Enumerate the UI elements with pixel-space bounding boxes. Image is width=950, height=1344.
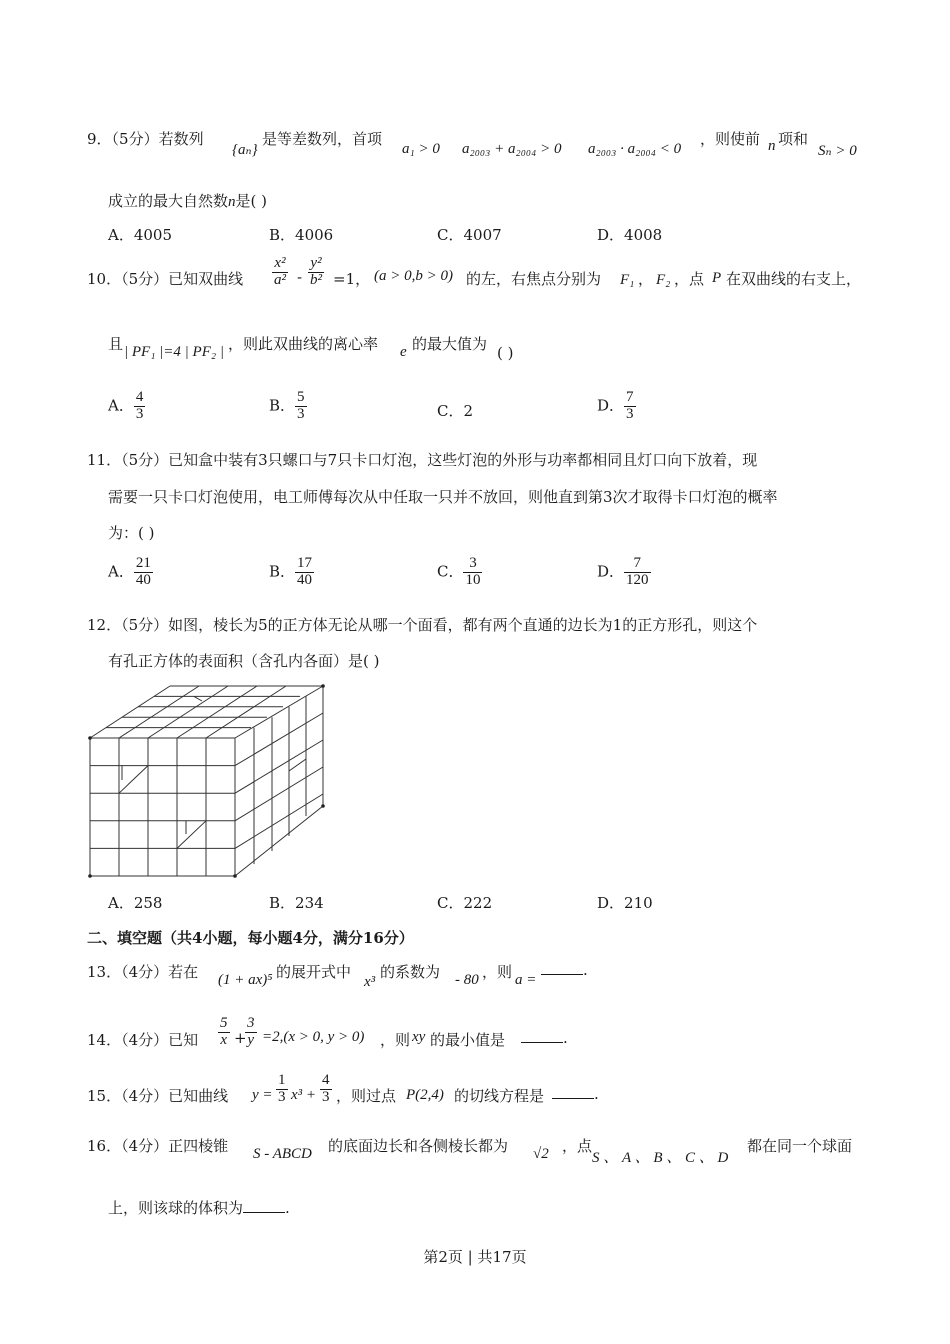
- q14-plus: +: [234, 1029, 247, 1047]
- q9-line2-text-b: 是( ): [235, 192, 267, 210]
- q9-text-2: 是等差数列，首项: [262, 130, 383, 148]
- q11-number: 11．: [87, 451, 122, 469]
- q10-option-a: A． $\frac{4}{3}$: [108, 389, 144, 422]
- q15-score: （4分）: [121, 1087, 169, 1105]
- q13-x3: x³: [364, 974, 376, 990]
- q11-line3: 为：( ): [108, 524, 155, 542]
- q15-number: 15．: [87, 1087, 122, 1105]
- q16-text-2: 的底面边长和各侧棱长都为: [328, 1137, 509, 1155]
- q10-p: P: [712, 270, 722, 286]
- q15-line: [87, 1085, 228, 1106]
- q14-answer: .: [521, 1029, 568, 1047]
- q9-text: 若数列: [158, 130, 204, 148]
- q10-option-d: D． $\frac{7}{3}$: [597, 389, 634, 422]
- q13-text-4: ，则: [482, 963, 513, 981]
- q13-number: 13．: [87, 963, 122, 981]
- q10-e: e: [400, 344, 407, 360]
- q9-option-b: B．4006: [269, 226, 334, 244]
- q13-score: （4分）: [121, 963, 169, 981]
- q9-n-2: n: [228, 194, 236, 210]
- q13-line: [87, 961, 198, 982]
- q10-comma: ，: [638, 270, 654, 288]
- q13-expr: (1 + ax)⁵: [218, 972, 273, 988]
- q15-point: P(2,4): [406, 1087, 444, 1103]
- q11-option-a: A． $\frac{21}{40}$: [108, 555, 151, 588]
- q9-cond-3: a₂₀₀₃ · a₂₀₀₄ < 0: [588, 141, 682, 157]
- q16-text: 正四棱锥: [168, 1137, 229, 1155]
- q11-text-1: （5分）已知盒中装有3只螺口与7只卡口灯泡，这些灯泡的外形与功率都相同且灯口向下放着，现: [121, 451, 758, 469]
- q12-option-a: A．258: [108, 894, 163, 912]
- cube-figure: [82, 676, 332, 882]
- q10-x2: x²: [272, 256, 288, 273]
- q9-number: 9．: [87, 130, 112, 148]
- q14-frac-1: $\frac{5}{x}$: [220, 1015, 228, 1048]
- q10-text-3: ，点: [674, 270, 705, 288]
- q10-text-4: 在双曲线的右支上，: [726, 270, 862, 288]
- q10-minus: -: [297, 268, 303, 286]
- q9-cond-2: a₂₀₀₃ + a₂₀₀₄ > 0: [462, 141, 562, 157]
- q16-answer-blank: [243, 1200, 285, 1213]
- q14-frac-2: $\frac{3}{y}$: [247, 1015, 255, 1048]
- q11-option-b: B． $\frac{17}{40}$: [269, 555, 313, 588]
- q14-xy: xy: [412, 1029, 426, 1045]
- q12-line2: 有孔正方体的表面积（含孔内各面）是( ): [108, 652, 380, 670]
- q10-y2: y²: [308, 256, 324, 273]
- q10-fraction-y: [308, 256, 324, 289]
- q14-text-2: ，则: [380, 1031, 411, 1049]
- q11-line2: 需要一只卡口灯泡使用，电工师傅每次从中任取一只并不放回，则他直到第3次才取得卡口灯泡的概率: [108, 488, 778, 506]
- q15-frac-1: $\frac{1}{3}$: [278, 1072, 286, 1105]
- q15-answer: .: [552, 1085, 599, 1103]
- q12-line1: [87, 614, 757, 635]
- q9-text-4: 项和: [778, 130, 809, 148]
- q13-text-2: 的展开式中: [276, 963, 352, 981]
- page-footer: 第2页 | 共17页: [423, 1248, 527, 1266]
- q10-score: （5分）: [121, 270, 169, 288]
- q16-points: S 、 A 、 B 、 C 、 D: [592, 1150, 729, 1166]
- q9-option-a: A．4005: [108, 226, 173, 244]
- q9-n: n: [768, 138, 776, 154]
- q9-score: （5分）: [111, 130, 159, 148]
- q10-cond: (a > 0,b > 0): [374, 268, 453, 284]
- q11-line1: [87, 449, 757, 470]
- q10-a2: a²: [274, 271, 286, 288]
- q9-sequence: {aₙ}: [232, 142, 258, 158]
- q16-line1: [87, 1135, 228, 1156]
- q13-value: - 80: [455, 972, 479, 988]
- q10-text: 已知双曲线: [168, 270, 244, 288]
- q10-pf: | PF₁ |=4 | PF₂ |: [124, 344, 224, 360]
- q15-text-3: 的切线方程是: [454, 1087, 545, 1105]
- q9-line2-text: 成立的最大自然数: [108, 192, 229, 210]
- q12-text-1: （5分）如图，棱长为5的正方体无论从哪一个面看，都有两个直通的边长为1的正方形孔，则这个: [121, 616, 758, 634]
- cube-right-face: [235, 686, 323, 876]
- q9-text-3: ，则使前: [700, 130, 761, 148]
- q12-option-b: B．234: [269, 894, 324, 912]
- q14-number: 14．: [87, 1031, 122, 1049]
- q16-line2: 上，则该球的体积为 .: [108, 1199, 290, 1217]
- q10-number: 10．: [87, 270, 122, 288]
- q14-answer-blank: [521, 1030, 563, 1043]
- q9-cond-1: a₁ > 0: [402, 141, 440, 157]
- q10-paren: ( ): [497, 344, 514, 362]
- q10-eq: =1，: [333, 270, 371, 288]
- q13-answer-blank: [541, 962, 583, 975]
- cube-top-face: [90, 686, 323, 738]
- q11-option-d: D． $\frac{7}{120}$: [597, 555, 649, 588]
- q14-condition: =2,(x > 0, y > 0): [262, 1029, 365, 1045]
- section-2-heading: 二、填空题（共4小题，每小题4分，满分16分）: [87, 929, 414, 947]
- q16-number: 16．: [87, 1137, 122, 1155]
- q13-text-3: 的系数为: [380, 963, 441, 981]
- q14-text-3: 的最小值是: [430, 1031, 506, 1049]
- q10-line2-end: 的最大值为: [412, 335, 488, 353]
- q9-line1: [87, 128, 204, 149]
- q16-score: （4分）: [121, 1137, 169, 1155]
- q15-frac-2: $\frac{4}{3}$: [322, 1072, 330, 1105]
- q16-text-4: 都在同一个球面: [747, 1137, 853, 1155]
- q16-pyramid: S - ABCD: [253, 1146, 312, 1162]
- q10-line2-mid: ，则此双曲线的离心率: [228, 335, 379, 353]
- q11-option-c: C． $\frac{3}{10}$: [437, 555, 481, 588]
- q15-text: 已知曲线: [168, 1087, 229, 1105]
- q16-sqrt: √2: [533, 1146, 549, 1162]
- q10-text-2: 的左，右焦点分别为: [466, 270, 602, 288]
- q15-x3: x³ +: [291, 1087, 317, 1103]
- q12-number: 12．: [87, 616, 122, 634]
- q9-line2: [108, 190, 267, 211]
- q16-line2-text: 上，则该球的体积为: [108, 1199, 244, 1217]
- q15-y: y =: [252, 1087, 273, 1103]
- q10-b2: b²: [310, 271, 322, 288]
- q13-a: a =: [515, 972, 537, 988]
- q13-answer: .: [541, 961, 588, 979]
- q9-sn: Sₙ > 0: [818, 143, 857, 159]
- q10-option-b: B． $\frac{5}{3}$: [269, 389, 305, 422]
- q15-text-2: ，则过点: [336, 1087, 397, 1105]
- q9-option-c: C．4007: [437, 226, 502, 244]
- q9-option-d: D．4008: [597, 226, 663, 244]
- q14-line: [87, 1029, 198, 1050]
- q14-text: 已知: [168, 1031, 199, 1049]
- q10-f2: F₂: [656, 272, 671, 288]
- q14-score: （4分）: [121, 1031, 169, 1049]
- q16-text-3: ，点: [562, 1137, 593, 1155]
- q10-fraction-x: [272, 256, 288, 289]
- q15-answer-blank: [552, 1086, 594, 1099]
- q10-line1: [87, 268, 243, 289]
- q12-option-c: C．222: [437, 894, 493, 912]
- q12-option-d: D．210: [597, 894, 653, 912]
- q13-text: 若在: [168, 963, 199, 981]
- cube-front-face: [90, 738, 235, 876]
- q10-option-c: C．2: [437, 402, 474, 420]
- q10-f1: F₁: [620, 272, 635, 288]
- q10-line2-start: 且: [108, 335, 124, 353]
